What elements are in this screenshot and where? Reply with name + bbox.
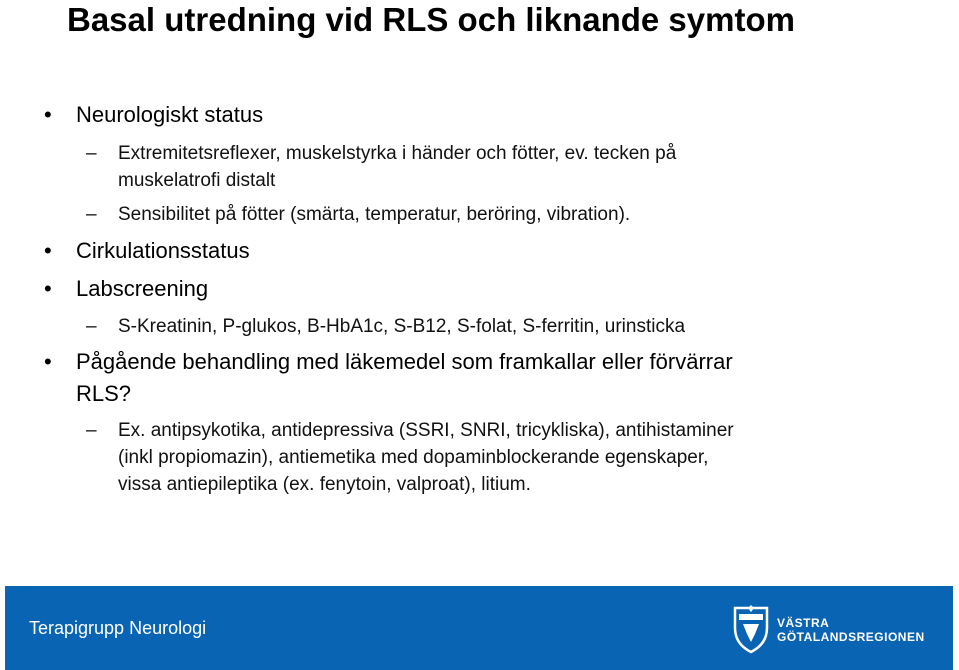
bullet-text: Neurologiskt status — [76, 102, 264, 127]
sub-bullet-extremitetsreflexer — [86, 140, 918, 194]
sub-bullet-line: (inkl propiomazin), antiemetika med dopaminblockerande egenskaper, — [118, 447, 709, 468]
bullet-text: Cirkulationsstatus — [76, 238, 250, 263]
bullet-pagaende-behandling — [44, 346, 906, 410]
logo-line-1: VÄSTRA — [777, 616, 830, 630]
bullet-marker: • — [44, 238, 52, 263]
sub-bullet-line: Ex. antipsykotika, antidepressiva (SSRI, SNRI, tricykliska), antihistaminer — [118, 420, 734, 441]
bullet-line: RLS? — [76, 381, 132, 406]
vastra-gotalandsregionen-logo — [731, 604, 931, 654]
bullet-marker: • — [44, 276, 52, 301]
slide-title: Basal utredning vid RLS och liknande symtom — [67, 1, 795, 38]
sub-bullet-sensibilitet — [86, 201, 918, 228]
footer-text: Terapigrupp Neurologi — [29, 618, 207, 638]
logo-text — [777, 616, 925, 644]
bullet-labscreening — [44, 273, 906, 305]
sub-bullet-line: vissa antiepileptika (ex. fenytoin, valproat), litium. — [118, 474, 531, 495]
sub-bullet-lakemedel-exempel — [86, 417, 918, 498]
bullet-cirkulationsstatus — [44, 235, 906, 267]
sub-bullet-marker: – — [86, 204, 97, 225]
sub-bullet-lab-tests — [86, 313, 918, 340]
sub-bullet-line: muskelatrofi distalt — [118, 170, 276, 191]
bullet-marker: • — [44, 349, 52, 374]
bullet-marker: • — [44, 102, 52, 127]
footer-bar — [5, 586, 953, 670]
bullet-line: Pågående behandling med läkemedel som framkallar eller förvärrar — [76, 349, 733, 374]
bullet-neurologiskt-status — [44, 99, 906, 131]
sub-bullet-marker: – — [86, 143, 97, 164]
sub-bullet-line: Extremitetsreflexer, muskelstyrka i händer och fötter, ev. tecken på — [118, 143, 677, 164]
sub-bullet-line: S-Kreatinin, P-glukos, B-HbA1c, S-B12, S-folat, S-ferritin, urinsticka — [118, 316, 686, 337]
sub-bullet-line: Sensibilitet på fötter (smärta, temperatur, beröring, vibration). — [118, 204, 631, 225]
region-logo-icon — [731, 604, 771, 654]
sub-bullet-marker: – — [86, 420, 97, 441]
bullet-text: Labscreening — [76, 276, 209, 301]
sub-bullet-marker: – — [86, 316, 97, 337]
logo-line-2: GÖTALANDSREGIONEN — [777, 630, 925, 644]
